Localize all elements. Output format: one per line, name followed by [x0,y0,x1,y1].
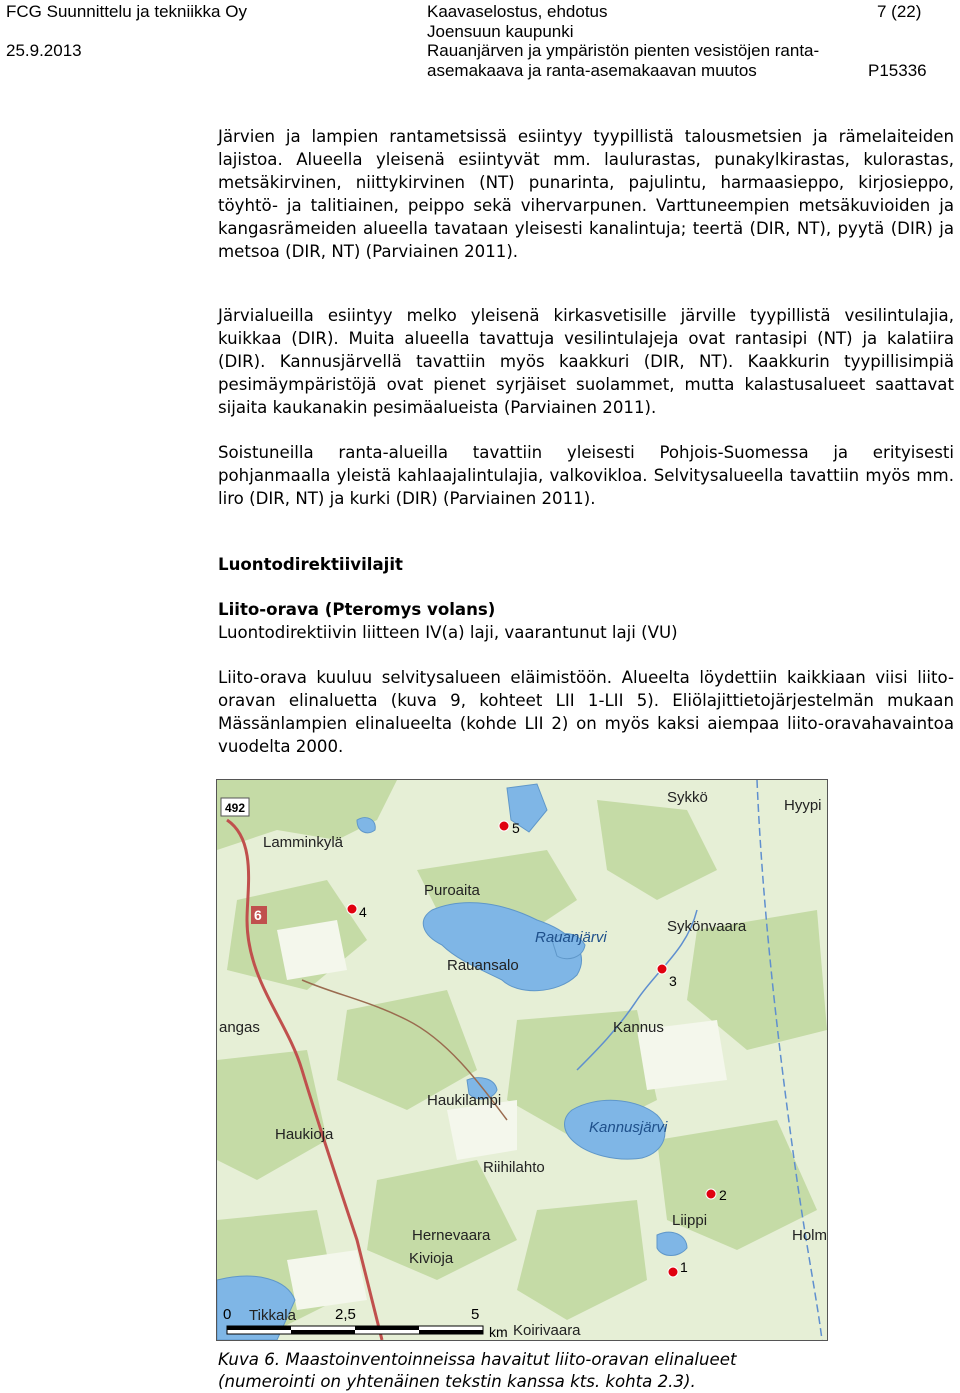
place-lamminkyla: Lamminkylä [263,834,344,851]
road-label-492: 492 [225,801,246,815]
place-haukilampi: Haukilampi [427,1092,502,1109]
road-label-6: 6 [254,907,262,923]
place-kivioja: Kivioja [409,1250,454,1267]
species-heading: Liito-orava (Pteromys volans) [218,600,496,619]
caption-line2: (numerointi on yhtenäinen tekstin kanssa kts. kohta 2.3). [218,1372,696,1391]
place-rauansalo: Rauansalo [447,957,519,974]
paragraph-flying-squirrel: Liito-orava kuuluu selvitysalueen eläimistöön. Alueelta löydettiin kaikkiaan viisi liito-oravan elinaluetta (kuva 9, kohteet LII 1-LII 5). Eliölajittietojärjestelmän mukaan Mässänlampien elinalueelta (kohde LII 2) on myös kaksi aiempaa liito-oravahavaintoa vuodelta 2000. [218,668,954,756]
header-page-number: 7 (22) [877,2,922,21]
marker-2 [706,1189,716,1199]
place-tikkala: Tikkala [249,1307,296,1324]
figure-caption [218,1349,938,1393]
marker-label-4: 4 [359,904,367,920]
place-haukioja: Haukioja [275,1126,334,1143]
marker-label-5: 5 [512,820,520,836]
place-liippi: Liippi [672,1212,708,1229]
marker-label-3: 3 [669,973,677,989]
header-date: 25.9.2013 [6,41,82,60]
header-project-code: P15336 [868,61,927,80]
place-sykonvaara: Sykönvaara [667,918,747,935]
place-kannus: Kannus [613,1019,664,1036]
paragraph-forest-birds: Järvien ja lampien rantametsissä esiintyy tyypillistä talousmetsien ja rämelaiteiden lajistoa. Alueella yleisenä esiintyvät mm. laulurastas, punakylkirastas, kulorastas, metsäkirvinen, niittykirvinen (NT) punarinta, pajulintu, harmaasieppo, kirjosieppo, töyhtö- ja talitiainen, peippo sekä vihervarpunen. Varttuneempien metsäkuvioiden ja kangasrämeiden alueella tavataan yleisesti kanalintuja; teertä (DIR, NT), pyytä (DIR) ja metsoa (DIR, NT) (Parviainen 2011). [218,127,954,261]
marker-label-1: 1 [680,1259,688,1275]
place-holm: Holm [792,1227,827,1244]
lake-label-kannusjarvi: Kannusjärvi [589,1119,668,1136]
map-canvas [217,780,827,1340]
place-sykko: Sykkö [667,789,708,806]
header-doc-type: Kaavaselostus, ehdotus [427,2,608,21]
scale-unit: km [489,1324,508,1340]
scale-label-0: 0 [223,1306,232,1323]
header-project-line2: asemakaava ja ranta-asemakaavan muutos [427,61,757,80]
place-angas: angas [219,1019,260,1036]
header-client: Joensuun kaupunki [427,22,574,41]
scale-label-mid: 2,5 [335,1306,356,1323]
caption-line1: Kuva 6. Maastoinventoinneissa havaitut liito-oravan elinalueet [218,1350,737,1369]
scale-label-end: 5 [471,1306,480,1323]
place-hyypia: Hyypi [784,797,822,814]
map-figure [216,779,828,1341]
paragraph-wader-birds: Soistuneilla ranta-alueilla tavattiin yleisesti Pohjois-Suomessa ja erityisesti pohjanmaalla yleistä kahlaajalintulajia, valkovikloa. Selvitysalueella tavattiin myös mm. liro (DIR, NT) ja kurki (DIR) (Parviainen 2011). [218,443,954,508]
header-project-line1: Rauanjärven ja ympäristön pienten vesistöjen ranta- [427,41,820,60]
lake-label-rauanjarvi: Rauanjärvi [535,929,607,946]
species-status: Luontodirektiivin liitteen IV(a) laji, vaarantunut laji (VU) [218,623,678,642]
marker-5 [499,821,509,831]
marker-1 [668,1267,678,1277]
place-riihilahto: Riihilahto [483,1159,545,1176]
section-heading: Luontodirektiivilajit [218,555,403,574]
place-koirivaara: Koirivaara [513,1322,581,1339]
header-company: FCG Suunnittelu ja tekniikka Oy [6,2,247,21]
paragraph-water-birds: Järvialueilla esiintyy melko yleisenä kirkasvetisille järville tyypillistä vesilintulajia, kuikkaa (DIR). Muita alueella tavattuja vesilintulajeja ovat rantasipi (NT) ja kalatiira (DIR). Kannusjärvellä tavattiin myös kaakkuri (DIR, NT). Kaakkurin tyypillisimpiä pesimäympäristöjä ovat pienet syrjäiset suolammet, mutta kalastusalueet saattavat sijaita kaukanakin pesimäalueista (Parviainen 2011). [218,306,954,417]
place-hernevaara: Hernevaara [412,1227,491,1244]
marker-label-2: 2 [719,1187,727,1203]
marker-4 [347,904,357,914]
marker-3 [657,964,667,974]
place-puroaita: Puroaita [424,882,480,899]
